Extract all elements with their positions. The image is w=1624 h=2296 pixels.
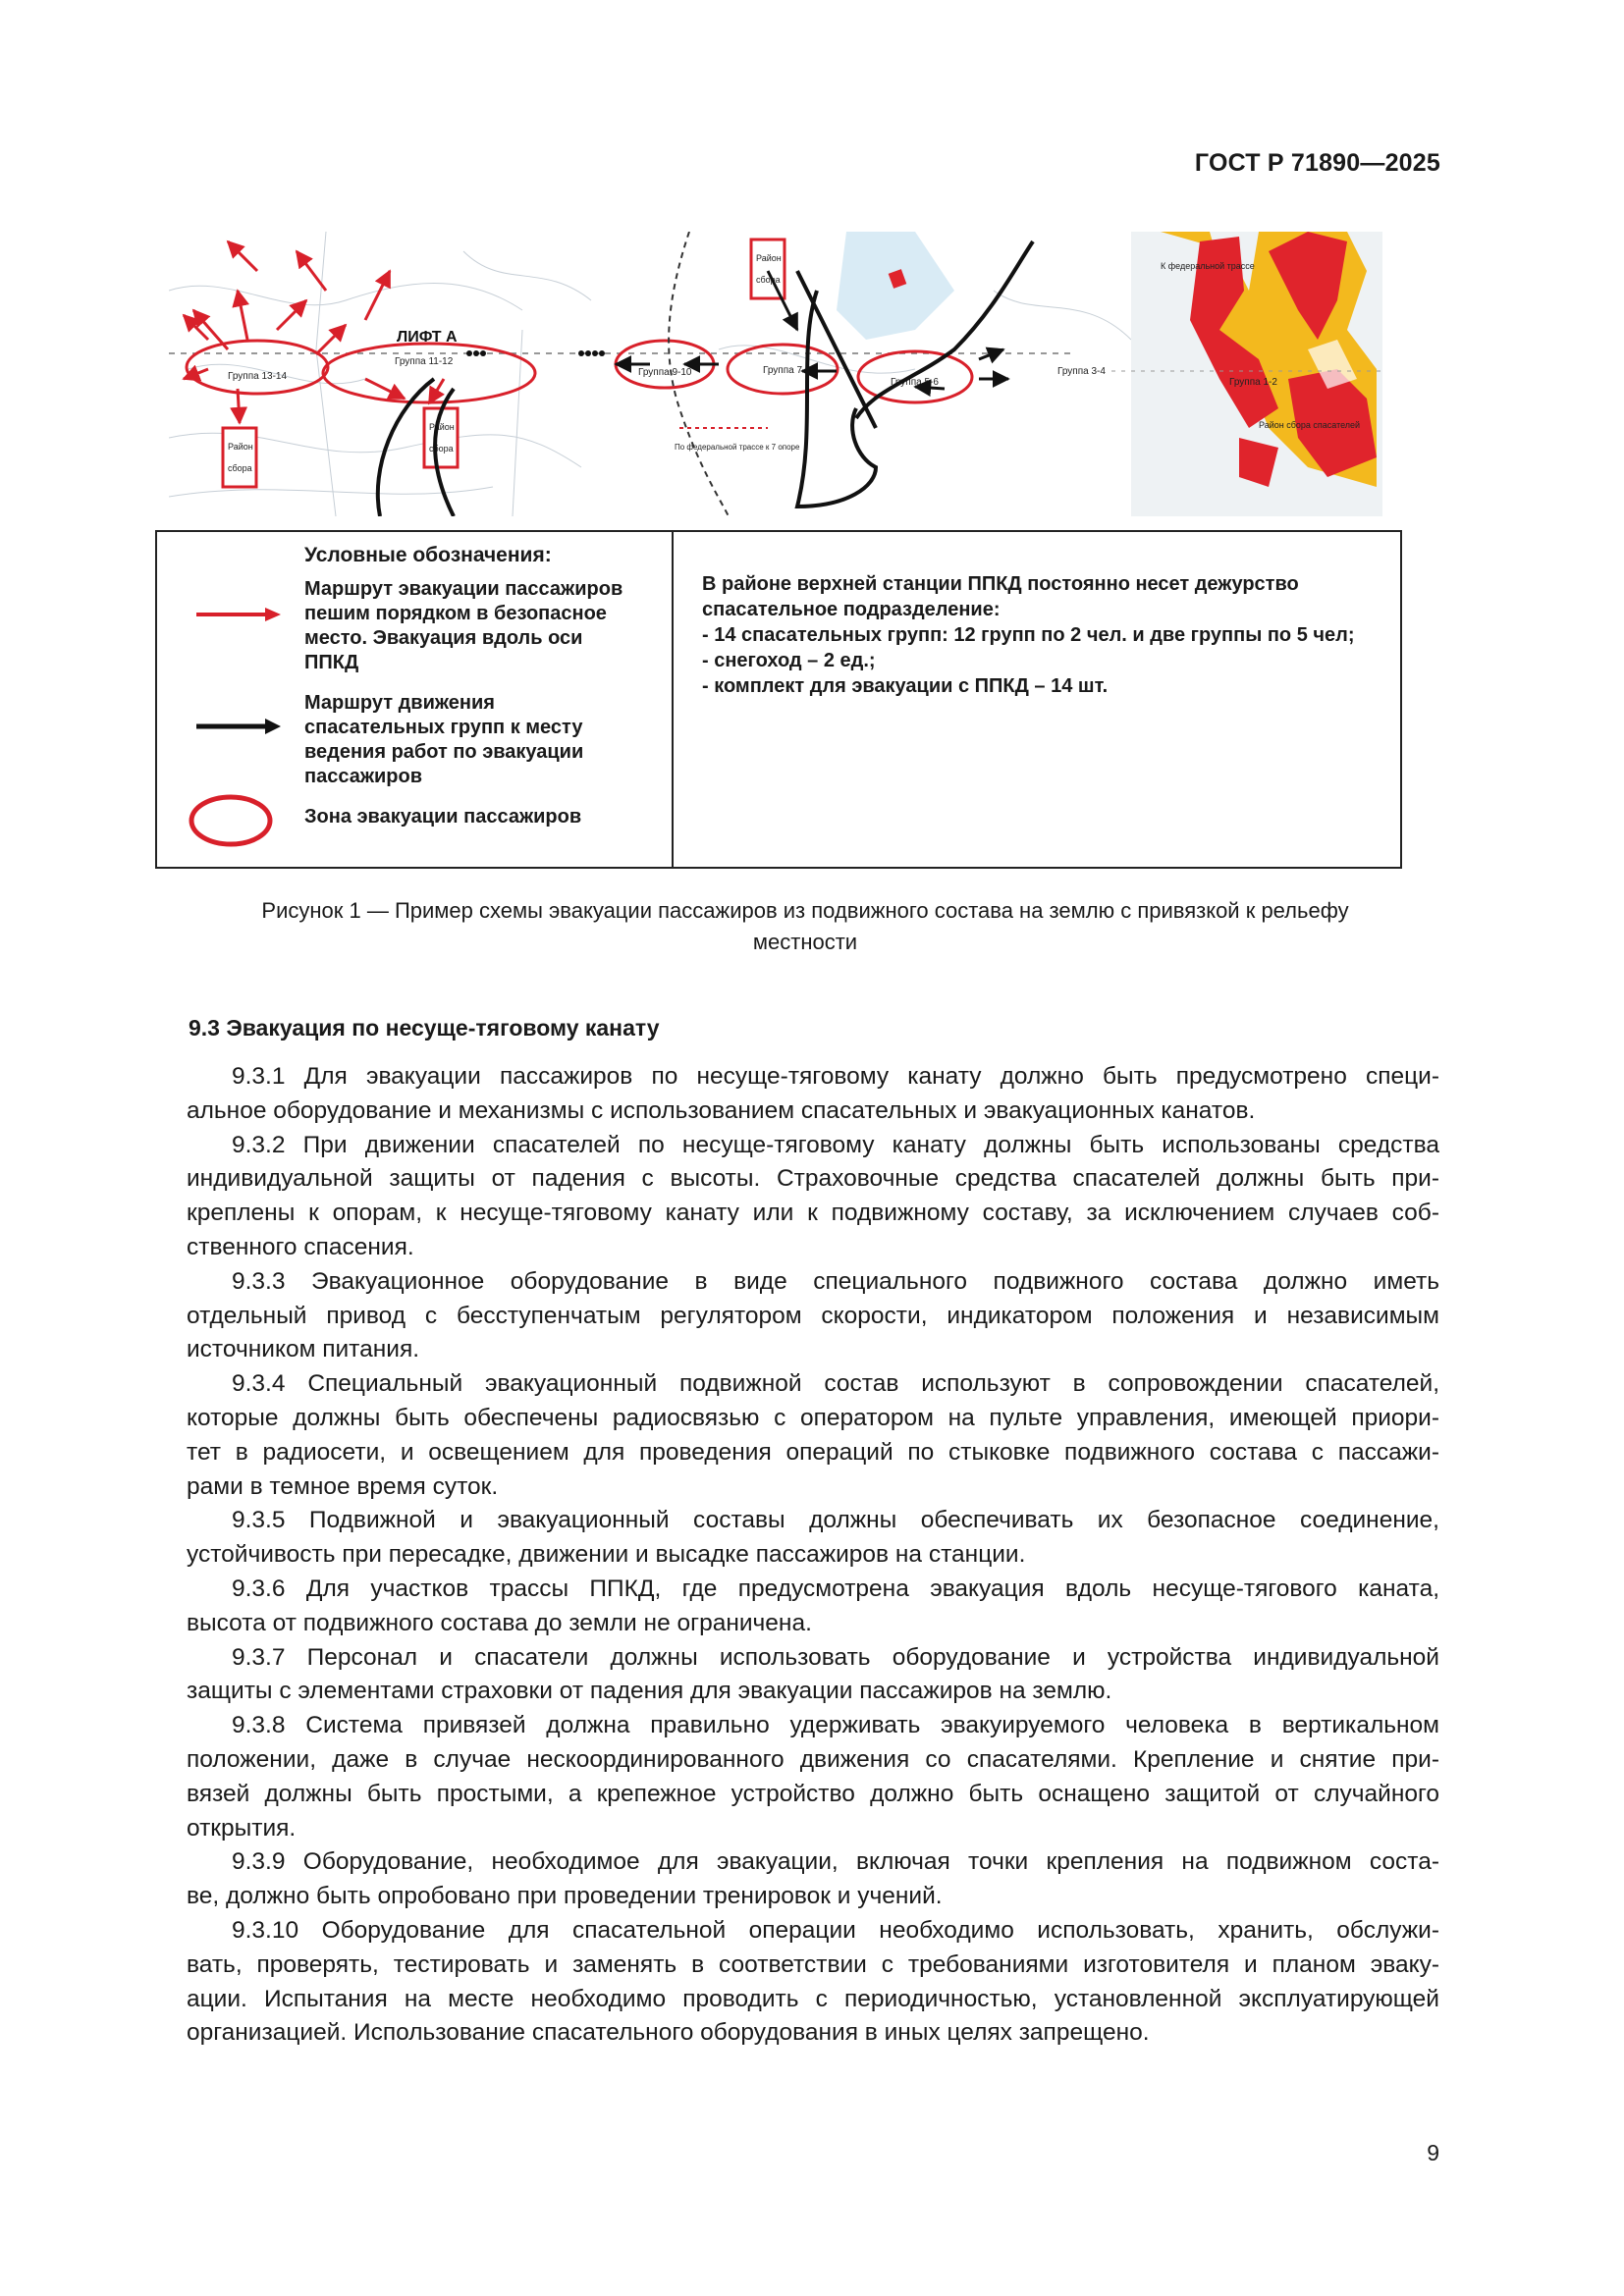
paragraph-line: открытия.: [187, 1814, 297, 1842]
legend-note: [702, 571, 1389, 699]
group-label: Группа 9-10: [638, 367, 692, 378]
paragraph-line: 9.3.3 Эвакуационное оборудование в виде специального подвижного состава должно иметь: [232, 1267, 1439, 1295]
paragraph-line: ственного спасения.: [187, 1233, 414, 1260]
caption-line: Рисунок 1 — Пример схемы эвакуации пассажиров из подвижного состава на землю с привязкой к рельефу: [261, 898, 1349, 923]
evacuation-zone-icon: [187, 793, 275, 848]
note-line: - комплект для эвакуации с ППКД – 14 шт.: [702, 675, 1109, 697]
paragraph-line: организацией. Использование спасательного оборудования в иных целях запрещено.: [187, 2019, 1150, 2047]
group-label: Группа 5-6: [891, 377, 939, 388]
paragraph: [187, 1914, 1439, 2051]
paragraph-line: 9.3.7 Персонал и спасатели должны использовать оборудование и устройства индивидуальной: [232, 1643, 1439, 1671]
paragraph: [187, 1367, 1439, 1504]
section-body: [187, 1060, 1439, 2051]
paragraph: [187, 1573, 1439, 1641]
paragraph-line: источником питания.: [187, 1336, 420, 1363]
paragraph-line: устойчивость при пересадке, движении и высадке пассажиров на станции.: [187, 1541, 1026, 1569]
paragraph-line: ве, должно быть опробовано при проведении тренировок и учений.: [187, 1883, 943, 1910]
lift-label: ЛИФТ А: [397, 329, 458, 346]
paragraph-line: 9.3.8 Система привязей должна правильно удерживать эвакуируемого человека в вертикальном: [232, 1712, 1439, 1739]
paragraph-line: креплены к опорам, к несуще-тяговому канату или к подвижному составу, за исключением случаев соб-: [187, 1200, 1439, 1227]
paragraph-line: 9.3.1 Для эвакуации пассажиров по несуще-тяговому канату должно быть предусмотрено специ-: [232, 1063, 1439, 1090]
note-line: - снегоход – 2 ед.;: [702, 650, 876, 671]
paragraph-line: ации. Испытания на месте необходимо проводить с периодичностью, установленной эксплуатирующей: [187, 1985, 1439, 2012]
svg-text:Район сбора спасателей: Район сбора спасателей: [1259, 420, 1361, 430]
svg-text:Район: Район: [228, 442, 253, 452]
paragraph-line: рами в темное время суток.: [187, 1472, 499, 1500]
evacuation-map: [169, 232, 1382, 516]
section-heading: 9.3 Эвакуация по несуще-тяговому канату: [189, 1015, 660, 1041]
group-label: Группа 11-12: [395, 356, 454, 367]
paragraph-line: высота от подвижного состава до земли не ограничена.: [187, 1609, 812, 1636]
note-line: спасательное подразделение:: [702, 599, 1001, 620]
paragraph: [187, 1129, 1439, 1265]
group-label: Группа 13-14: [228, 371, 288, 382]
paragraph-line: 9.3.4 Специальный эвакуационный подвижной состав используют в сопровождении спасателей,: [232, 1370, 1439, 1398]
paragraph-line: тет в радиосети, и освещением для проведения операций по стыковке подвижного состава с пассажи-: [187, 1438, 1439, 1466]
paragraph-line: вать, проверять, тестировать и заменять в соответствии с требованиями изготовителя и планом эваку-: [187, 1950, 1439, 1978]
legend-black-route: Маршрут движения спасательных групп к месту ведения работ по эвакуации пассажиров: [304, 692, 584, 787]
black-arrow-icon: [194, 717, 283, 736]
paragraph-line: 9.3.5 Подвижной и эвакуационный составы должны обеспечивать их безопасное соединение,: [232, 1507, 1439, 1534]
federal-road-label: К федеральной трассе: [1161, 261, 1255, 271]
paragraph: [187, 1845, 1439, 1914]
group-label: Группа 7-8: [763, 365, 811, 376]
paragraph-line: 9.3.6 Для участков трассы ППКД, где предусмотрена эвакуация вдоль несуще-тягового каната,: [232, 1575, 1439, 1602]
paragraph-line: вязей должны быть простыми, а крепежное устройство должно быть оснащено защитой от случайного: [187, 1780, 1439, 1807]
note-line: В районе верхней станции ППКД постоянно несет дежурство: [702, 573, 1299, 595]
group-label: Группа 1-2: [1229, 377, 1277, 388]
legend-title: Условные обозначения:: [304, 544, 552, 566]
svg-text:сбора: сбора: [228, 463, 252, 473]
paragraph-line: индивидуальной защиты от падения с высоты. Страховочные средства спасателей должны быть при-: [187, 1165, 1439, 1193]
federal-route-label: По федеральной трассе к 7 опоре: [675, 443, 800, 452]
svg-text:сбора: сбора: [429, 444, 454, 454]
figure-caption: [147, 895, 1463, 958]
paragraph: [187, 1265, 1439, 1367]
svg-text:Район: Район: [429, 422, 455, 432]
note-line: - 14 спасательных групп: 12 групп по 2 чел. и две группы по 5 чел;: [702, 624, 1355, 646]
terrain-zones: [1131, 232, 1382, 516]
paragraph: [187, 1709, 1439, 1845]
paragraph: [187, 1060, 1439, 1129]
paragraph: [187, 1641, 1439, 1710]
svg-text:Район: Район: [756, 253, 782, 263]
paragraph-line: положении, даже в случае нескоординированного движения со спасателями. Крепление и снятие при-: [187, 1745, 1439, 1773]
paragraph-line: 9.3.9 Оборудование, необходимое для эвакуации, включая точки крепления на подвижном соста-: [232, 1848, 1439, 1876]
red-arrow-icon: [194, 605, 283, 624]
document-code: ГОСТ Р 71890—2025: [1194, 149, 1440, 177]
paragraph-line: 9.3.10 Оборудование для спасательной операции необходимо использовать, хранить, обслужи-: [232, 1916, 1439, 1944]
paragraph-line: защиты с элементами страховки от падения для эвакуации пассажиров на землю.: [187, 1678, 1112, 1705]
caption-line: местности: [752, 930, 858, 954]
legend-divider: [672, 532, 674, 867]
group-label: Группа 3-4: [1057, 366, 1106, 377]
paragraph-line: 9.3.2 При движении спасателей по несуще-тяговому канату должны быть использованы средства: [232, 1131, 1439, 1158]
page-number: 9: [1427, 2140, 1439, 2165]
svg-text:сбора: сбора: [756, 275, 781, 285]
paragraph: [187, 1504, 1439, 1573]
legend-zone: Зона эвакуации пассажиров: [304, 806, 582, 828]
legend-red-route: Маршрут эвакуации пассажиров пешим порядком в безопасное место. Эвакуация вдоль оси ППКД: [304, 578, 623, 673]
paragraph-line: отдельный привод с бесступенчатым регулятором скорости, индикатором положения и независимым: [187, 1302, 1439, 1329]
figure-legend: [155, 530, 1402, 869]
paragraph-line: альное оборудование и механизмы с использованием спасательных и эвакуационных канатов.: [187, 1096, 1256, 1124]
paragraph-line: которые должны быть обеспечены радиосвязью с оператором на пульте управления, имеющей приори-: [187, 1404, 1439, 1431]
